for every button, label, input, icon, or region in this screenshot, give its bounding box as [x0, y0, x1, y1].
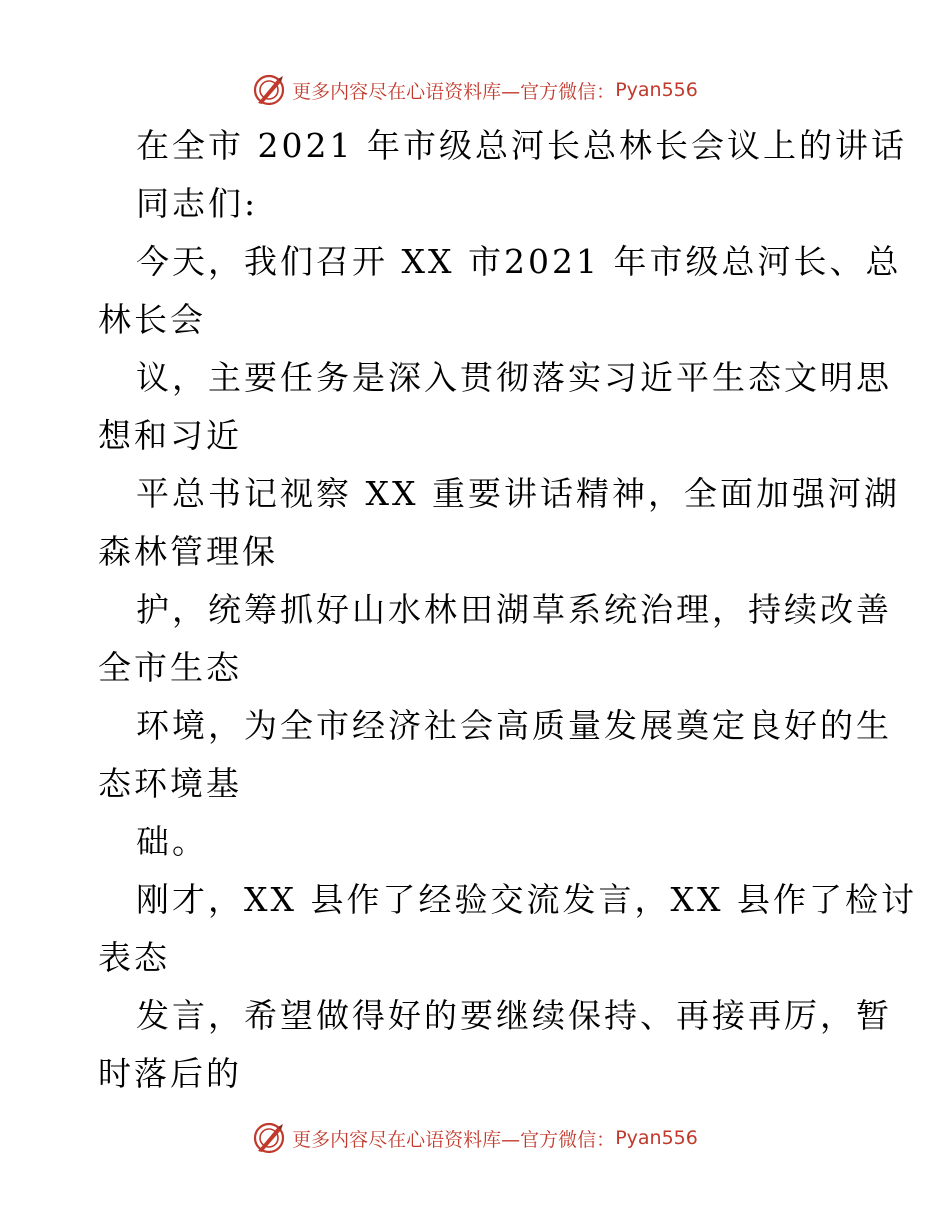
- header-watermark: [0, 70, 950, 110]
- body-line: 平总书记视察 XX 重要讲话精神，全面加强河湖: [136, 474, 900, 513]
- watermark-wechat-id: Pyan556: [615, 1127, 698, 1149]
- body-line: 想和习近: [98, 416, 242, 455]
- quill-logo-icon: [252, 73, 286, 107]
- watermark-wechat-id: Pyan556: [615, 79, 698, 101]
- body-line: 环境，为全市经济社会高质量发展奠定良好的生: [136, 706, 892, 745]
- body-line: 森林管理保: [98, 532, 278, 571]
- body-line: 林长会: [98, 300, 206, 339]
- body-line: 刚才，XX 县作了经验交流发言，XX 县作了检讨: [136, 880, 917, 919]
- body-line: 表态: [98, 938, 170, 977]
- body-line: 今天，我们召开 XX 市2021 年市级总河长、总: [136, 242, 902, 281]
- body-line: 议，主要任务是深入贯彻落实习近平生态文明思: [136, 358, 892, 397]
- body-line: 态环境基: [98, 764, 242, 803]
- document-title: 在全市 2021 年市级总河长总林长会议上的讲话: [136, 126, 907, 165]
- footer-watermark: [0, 1118, 950, 1158]
- salutation: 同志们:: [136, 184, 259, 223]
- body-line: 全市生态: [98, 648, 242, 687]
- quill-logo-icon: [252, 1121, 286, 1155]
- body-line: 时落后的: [98, 1054, 242, 1093]
- watermark-wechat-label: 官方微信：: [520, 1128, 616, 1151]
- watermark-text: 更多内容尽在心语资料库—: [292, 1128, 521, 1151]
- watermark-wechat-label: 官方微信：: [520, 80, 616, 103]
- body-line: 础。: [136, 822, 208, 861]
- body-line: 发言，希望做得好的要继续保持、再接再厉，暂: [136, 996, 892, 1035]
- watermark-text: 更多内容尽在心语资料库—: [292, 80, 521, 103]
- body-line: 护，统筹抓好山水林田湖草系统治理，持续改善: [136, 590, 892, 629]
